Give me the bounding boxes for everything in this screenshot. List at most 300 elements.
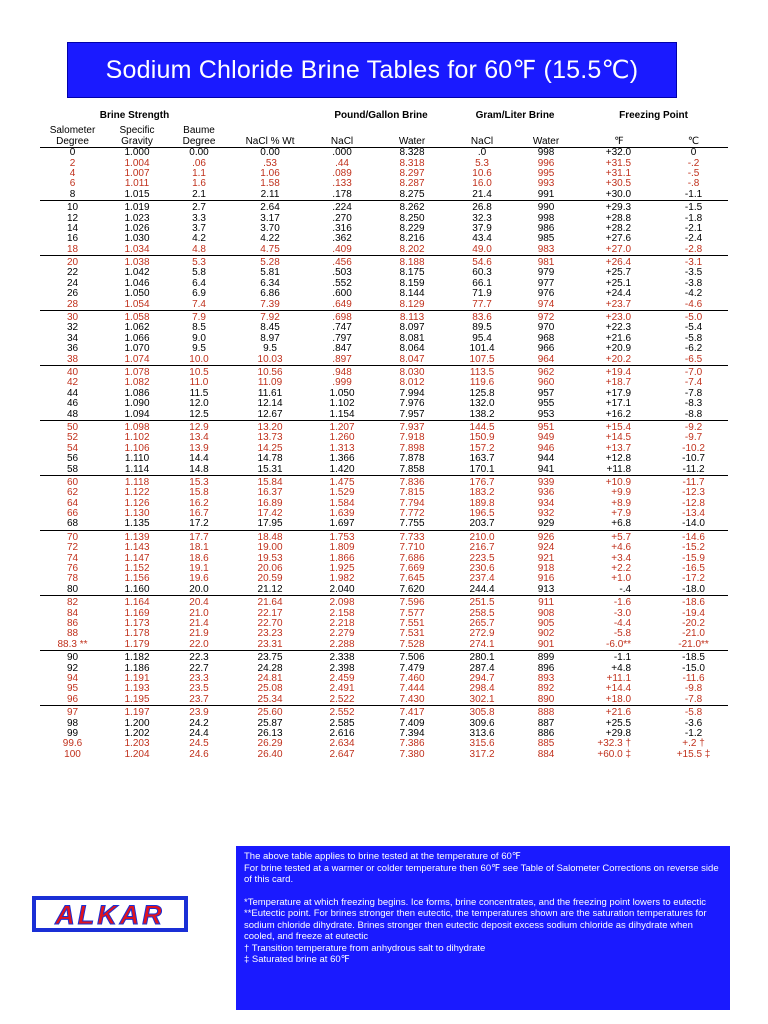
table-cell: 89.5 <box>472 322 492 334</box>
note-correction: For brine tested at a warmer or colder temperature then 60℉ see Table of Salometer Corrections on reverse side of this card. <box>244 862 719 885</box>
table-cell: -5.8 <box>684 332 703 344</box>
table-cell: -7.8 <box>684 387 703 399</box>
table-cell: +21.6 <box>605 707 632 719</box>
table-cell: 237.4 <box>469 573 495 585</box>
table-cell: 998 <box>537 212 555 224</box>
table-cell: 21.4 <box>189 617 209 629</box>
table-cell: 24.81 <box>257 672 283 684</box>
table-cell: 24.4 <box>189 727 209 739</box>
table-row <box>40 640 728 651</box>
note-transition: † Transition temperature from anhydrous salt to dihydrate <box>244 942 486 954</box>
table-cell: 1.58 <box>260 178 280 190</box>
table-cell: .06 <box>192 157 206 169</box>
table-cell: .53 <box>263 157 277 169</box>
table-cell: 941 <box>513 464 579 475</box>
table-cell: 8.262 <box>399 202 425 214</box>
table-cell: 998 <box>537 147 555 159</box>
table-cell: 8.113 <box>399 312 425 324</box>
table-cell: 26.8 <box>472 202 492 214</box>
table-cell: 21.0 <box>189 607 209 619</box>
table-cell: 1.200 <box>124 717 150 729</box>
table-cell: 1.207 <box>329 421 355 433</box>
table-cell: 11.09 <box>257 377 283 389</box>
table-cell: -15.0 <box>682 662 705 674</box>
table-cell: .797 <box>332 332 352 344</box>
table-cell: .224 <box>332 202 352 214</box>
group-header-gram-liter: Gram/Liter Brine <box>475 110 555 121</box>
table-cell: 1.086 <box>124 387 150 399</box>
table-cell: -.2 <box>687 157 700 169</box>
table-cell: 22.70 <box>257 617 283 629</box>
table-cell: 22.0 <box>169 640 229 651</box>
table-cell: -11.6 <box>682 672 705 684</box>
column-header-row <box>40 121 728 148</box>
table-cell: -9.7 <box>684 432 703 444</box>
table-cell: 82 <box>66 597 79 609</box>
table-cell: 7.460 <box>399 672 425 684</box>
table-cell: 1.697 <box>311 519 373 530</box>
table-cell: 313.6 <box>469 727 495 739</box>
table-cell: 10.56 <box>257 367 283 378</box>
table-cell: 23.3 <box>189 672 209 684</box>
table-cell: 66.1 <box>472 277 492 289</box>
table-cell: 1.152 <box>124 563 150 575</box>
table-cell: 5.81 <box>260 267 280 279</box>
table-cell: 936 <box>537 487 555 499</box>
table-row <box>40 365 728 378</box>
table-cell: 2.158 <box>329 607 355 619</box>
table-cell: -8.3 <box>684 398 703 410</box>
table-cell: 2.522 <box>311 695 373 706</box>
table-cell: 1.195 <box>105 695 169 706</box>
table-cell: +6.8 <box>579 519 659 530</box>
table-cell: .133 <box>332 178 352 190</box>
table-cell: 996 <box>537 157 555 169</box>
table-cell: -14.6 <box>682 531 705 543</box>
table-cell: 88.3 ** <box>40 640 105 651</box>
table-cell: 1.066 <box>124 332 150 344</box>
table-cell: 274.1 <box>451 640 513 651</box>
table-cell: 22.17 <box>257 607 283 619</box>
table-cell: 71.9 <box>472 288 492 300</box>
table-cell: 101.4 <box>469 343 495 355</box>
table-cell: -21.0 <box>682 628 705 640</box>
table-cell: 7.710 <box>399 542 425 554</box>
table-cell: 3.7 <box>192 222 206 234</box>
table-cell: 196.5 <box>469 508 495 520</box>
table-cell: 8.081 <box>399 332 425 344</box>
table-cell: 4.2 <box>192 233 206 245</box>
table-cell: -2.8 <box>659 245 728 256</box>
table-cell: 21.4 <box>451 190 513 201</box>
table-cell: 272.9 <box>469 628 495 640</box>
table-cell: 1.000 <box>124 147 150 159</box>
table-cell: 2 <box>69 157 76 169</box>
table-cell: 7.430 <box>373 695 451 706</box>
table-cell: +30.0 <box>579 190 659 201</box>
table-cell: -21.0** <box>659 640 728 651</box>
table-cell: 258.5 <box>469 607 495 619</box>
table-cell: 70 <box>66 531 79 543</box>
table-cell: 125.8 <box>469 387 495 399</box>
table-cell: 1.420 <box>311 464 373 475</box>
table-cell: 60.3 <box>472 267 492 279</box>
table-cell: 7.386 <box>399 738 425 750</box>
table-row <box>40 454 728 464</box>
table-cell: 4.75 <box>229 245 311 256</box>
table-cell: +1.0 <box>611 573 632 585</box>
table-cell: 944 <box>537 453 555 465</box>
table-cell: -12.3 <box>682 487 705 499</box>
table-cell: 885 <box>537 738 555 750</box>
column-header: Specific Gravity <box>105 121 169 148</box>
table-cell: 100 <box>64 748 81 760</box>
table-cell: 14.4 <box>189 453 209 465</box>
table-cell: 7.577 <box>399 607 425 619</box>
note-spacer <box>244 886 722 897</box>
table-cell: 981 <box>537 257 555 269</box>
table-cell: -4.2 <box>684 288 703 300</box>
table-cell: +21.6 <box>605 332 632 344</box>
table-cell: 1.156 <box>124 573 150 585</box>
table-cell: 157.2 <box>469 442 495 454</box>
table-cell: 21.64 <box>257 597 283 609</box>
table-cell: +19.4 <box>605 367 632 378</box>
table-cell: 92 <box>66 662 79 674</box>
table-cell: -4.6 <box>659 299 728 310</box>
table-cell: 1.143 <box>124 542 150 554</box>
table-cell: 1.130 <box>124 508 150 520</box>
table-cell: 20.06 <box>257 563 283 575</box>
table-cell: 1.204 <box>124 748 150 760</box>
table-cell: -1.1 <box>659 190 728 201</box>
table-cell: 8.097 <box>399 322 425 334</box>
table-cell: 7.380 <box>399 748 425 760</box>
table-cell: -15.2 <box>682 542 705 554</box>
table-cell: 99 <box>66 727 79 739</box>
table-cell: 964 <box>513 354 579 365</box>
table-row <box>40 148 728 159</box>
table-cell: 265.7 <box>469 617 495 629</box>
table-cell: -14.0 <box>659 519 728 530</box>
table-cell: 24.2 <box>189 717 209 729</box>
table-cell: 16.0 <box>472 178 492 190</box>
table-cell: 1.106 <box>124 442 150 454</box>
table-cell: 2.11 <box>229 190 311 201</box>
table-cell: 0 <box>690 147 697 159</box>
table-cell: -10.7 <box>682 453 705 465</box>
table-cell: 7.815 <box>399 487 425 499</box>
table-cell: 1.054 <box>105 299 169 310</box>
table-cell: 1.070 <box>124 343 150 355</box>
table-cell: 1.038 <box>124 257 150 269</box>
table-cell: -15.9 <box>682 552 705 564</box>
table-cell: 32.3 <box>472 212 492 224</box>
table-cell: 1.062 <box>124 322 150 334</box>
table-cell: 49.0 <box>451 245 513 256</box>
table-cell: 94 <box>66 672 79 684</box>
table-cell: 17.95 <box>229 519 311 530</box>
table-cell: 144.5 <box>469 421 495 433</box>
table-cell: 23.31 <box>229 640 311 651</box>
table-cell: 8.144 <box>399 288 425 300</box>
table-cell: 97 <box>66 707 79 719</box>
table-cell: 966 <box>537 343 555 355</box>
table-cell: 309.6 <box>469 717 495 729</box>
table-cell: 12.5 <box>169 409 229 420</box>
table-cell: 9.5 <box>192 343 206 355</box>
table-cell: +23.7 <box>579 299 659 310</box>
table-cell: 972 <box>537 312 555 324</box>
table-cell: 8.297 <box>399 167 425 179</box>
table-cell: 13.73 <box>257 432 283 444</box>
table-cell: 7.506 <box>399 652 425 664</box>
table-cell: 949 <box>537 432 555 444</box>
table-cell: +17.1 <box>605 398 632 410</box>
table-cell: 1.050 <box>124 288 150 300</box>
table-cell: 230.6 <box>469 563 495 575</box>
table-cell: 1.178 <box>124 628 150 640</box>
table-cell: +16.2 <box>579 409 659 420</box>
table-cell: 7.409 <box>399 717 425 729</box>
table-row <box>40 200 728 213</box>
table-cell: -3.8 <box>684 277 703 289</box>
table-cell: 7.528 <box>373 640 451 651</box>
table-cell: 294.7 <box>469 672 495 684</box>
table-cell: 90 <box>66 652 79 664</box>
table-cell: 18.48 <box>257 531 283 543</box>
note-saturated: ‡ Saturated brine at 60℉ <box>244 954 350 965</box>
table-cell: 968 <box>537 332 555 344</box>
table-cell: 8.328 <box>399 147 425 159</box>
table-cell: 1.197 <box>124 707 150 719</box>
table-cell: 14.8 <box>169 464 229 475</box>
table-row <box>40 354 728 365</box>
table-cell: 1.203 <box>124 738 150 750</box>
table-cell: 19.6 <box>189 573 209 585</box>
table-cell: 16 <box>66 233 79 245</box>
table-cell: 7.394 <box>399 727 425 739</box>
table-cell: 1.06 <box>260 167 280 179</box>
table-cell: 7.836 <box>399 476 425 488</box>
table-cell: 1.366 <box>329 453 355 465</box>
table-cell: 244.4 <box>451 585 513 596</box>
table-cell: -12.8 <box>682 497 705 509</box>
table-cell: -6.2 <box>684 343 703 355</box>
table-cell: 9.5 <box>263 343 277 355</box>
table-cell: 1.866 <box>329 552 355 564</box>
table-cell: 203.7 <box>451 519 513 530</box>
table-cell: 80 <box>40 585 105 596</box>
table-cell: 6.9 <box>192 288 206 300</box>
logo-wordmark: ALKAR <box>55 900 165 930</box>
table-cell: 934 <box>537 497 555 509</box>
table-row <box>40 399 728 409</box>
table-cell: 23.75 <box>257 652 283 664</box>
table-cell: -8.8 <box>659 409 728 420</box>
table-row <box>40 344 728 354</box>
table-cell: 76 <box>66 563 79 575</box>
table-cell: 251.5 <box>469 597 495 609</box>
table-row <box>40 530 728 543</box>
table-cell: 1.004 <box>124 157 150 169</box>
table-cell: 19.53 <box>257 552 283 564</box>
table-cell: 1.058 <box>124 312 150 324</box>
table-cell: 7.620 <box>373 585 451 596</box>
table-cell: -2.4 <box>684 233 703 245</box>
table-cell: 1.050 <box>329 387 355 399</box>
table-cell: +32.3 † <box>597 738 632 750</box>
table-row <box>40 420 728 433</box>
table-cell: 23.5 <box>189 683 209 695</box>
table-cell: -18.5 <box>682 652 705 664</box>
table-cell: 1.753 <box>329 531 355 543</box>
table-cell: 210.0 <box>469 531 495 543</box>
table-cell: 5.8 <box>192 267 206 279</box>
table-cell: -3.6 <box>684 717 703 729</box>
table-cell: +13.7 <box>605 442 632 454</box>
column-header: NaCl % Wt <box>229 121 311 148</box>
table-cell: 7.39 <box>229 299 311 310</box>
table-cell: 12 <box>66 212 79 224</box>
table-cell: 983 <box>513 245 579 256</box>
table-cell: 5.3 <box>192 257 206 269</box>
table-row <box>40 695 728 706</box>
table-row <box>40 739 728 749</box>
table-cell: 6.4 <box>192 277 206 289</box>
table-cell: 939 <box>537 476 555 488</box>
table-cell: 8.275 <box>373 190 451 201</box>
table-cell: 25.87 <box>257 717 283 729</box>
table-cell: 11.0 <box>189 377 209 389</box>
table-cell: 22.7 <box>189 662 209 674</box>
table-cell: 2.634 <box>329 738 355 750</box>
table-cell: 1.193 <box>124 683 150 695</box>
table-cell: +7.9 <box>611 508 632 520</box>
table-cell: 1.475 <box>329 476 355 488</box>
table-cell: -9.2 <box>684 421 703 433</box>
table-cell: 54.6 <box>472 257 492 269</box>
table-row <box>40 299 728 310</box>
table-cell: 1.090 <box>124 398 150 410</box>
table-cell: -1.2 <box>684 727 703 739</box>
table-cell: 77.7 <box>451 299 513 310</box>
table-cell: 7.918 <box>399 432 425 444</box>
table-cell: 7.444 <box>399 683 425 695</box>
table-cell: +14.4 <box>605 683 632 695</box>
group-header-freezing-point: Freezing Point <box>619 110 688 121</box>
table-cell: 7.479 <box>399 662 425 674</box>
table-cell: 21.9 <box>189 628 209 640</box>
table-cell: +60.0 ‡ <box>597 748 632 760</box>
table-cell: -16.5 <box>682 563 705 575</box>
table-cell: .847 <box>332 343 352 355</box>
table-cell: 8.216 <box>399 233 425 245</box>
table-cell: 0.00 <box>260 147 280 159</box>
table-cell: 280.1 <box>469 652 495 664</box>
table-cell: 893 <box>537 672 555 684</box>
table-cell: 16.37 <box>257 487 283 499</box>
table-cell: 23.9 <box>189 707 209 719</box>
table-cell: 40 <box>66 367 79 378</box>
table-cell: +28.8 <box>605 212 632 224</box>
table-cell: 921 <box>537 552 555 564</box>
table-cell: 1.046 <box>124 277 150 289</box>
table-cell: 7.686 <box>399 552 425 564</box>
table-cell: 183.2 <box>469 487 495 499</box>
table-cell: +32.0 <box>605 147 632 159</box>
group-header-pound-gallon: Pound/Gallon Brine <box>334 110 428 121</box>
table-cell: 1.110 <box>124 453 150 465</box>
table-cell: 8.129 <box>373 299 451 310</box>
table-cell: 995 <box>537 167 555 179</box>
table-cell: 1.809 <box>329 542 355 554</box>
table-cell: 107.5 <box>451 354 513 365</box>
table-cell: 56 <box>66 453 79 465</box>
table-cell: 10.5 <box>189 367 209 378</box>
table-cell: 7.794 <box>399 497 425 509</box>
table-cell: -19.4 <box>682 607 705 619</box>
table-cell: .270 <box>332 212 352 224</box>
column-header: NaCl <box>311 121 373 148</box>
table-cell: 98 <box>66 717 79 729</box>
table-cell: +11.8 <box>579 464 659 475</box>
title-banner <box>67 42 677 98</box>
table-cell: 1.042 <box>124 267 150 279</box>
column-header: Water <box>513 121 579 148</box>
table-cell: 7.878 <box>399 453 425 465</box>
table-cell: +29.8 <box>605 727 632 739</box>
table-cell: +15.4 <box>605 421 632 433</box>
table-cell: 15.3 <box>189 476 209 488</box>
table-cell: +27.0 <box>579 245 659 256</box>
table-cell: +30.5 <box>605 178 632 190</box>
table-cell: 223.5 <box>469 552 495 564</box>
table-cell: 916 <box>537 573 555 585</box>
table-cell: 1.019 <box>124 202 150 214</box>
table-cell: -20.2 <box>682 617 705 629</box>
table-cell: 4.22 <box>260 233 280 245</box>
table-cell: 1.925 <box>329 563 355 575</box>
table-row <box>40 190 728 201</box>
table-cell: 2.279 <box>329 628 355 640</box>
table-cell: -7.8 <box>659 695 728 706</box>
table-cell: 2.64 <box>260 202 280 214</box>
table-cell: 1.173 <box>124 617 150 629</box>
table-cell: -3.1 <box>684 257 703 269</box>
table-cell: 8.202 <box>373 245 451 256</box>
table-cell: 7.937 <box>399 421 425 433</box>
table-cell: 5.3 <box>475 157 489 169</box>
table-cell: .600 <box>332 288 352 300</box>
table-cell: 8.287 <box>399 178 425 190</box>
table-cell: 908 <box>537 607 555 619</box>
table-cell: .362 <box>332 233 352 245</box>
table-cell: 113.5 <box>469 367 495 378</box>
table-cell: 1.154 <box>311 409 373 420</box>
table-cell: +12.8 <box>605 453 632 465</box>
group-header-brine-strength: Brine Strength <box>99 110 170 121</box>
table-cell: .649 <box>311 299 373 310</box>
table-cell: 32 <box>66 322 79 334</box>
table-cell: 16.89 <box>257 497 283 509</box>
table-cell: 1.639 <box>329 508 355 520</box>
table-cell: +2.2 <box>611 563 632 575</box>
table-cell: 1.982 <box>329 573 355 585</box>
table-cell: 86 <box>66 617 79 629</box>
table-cell: +11.1 <box>606 672 632 684</box>
table-cell: 2.491 <box>329 683 355 695</box>
